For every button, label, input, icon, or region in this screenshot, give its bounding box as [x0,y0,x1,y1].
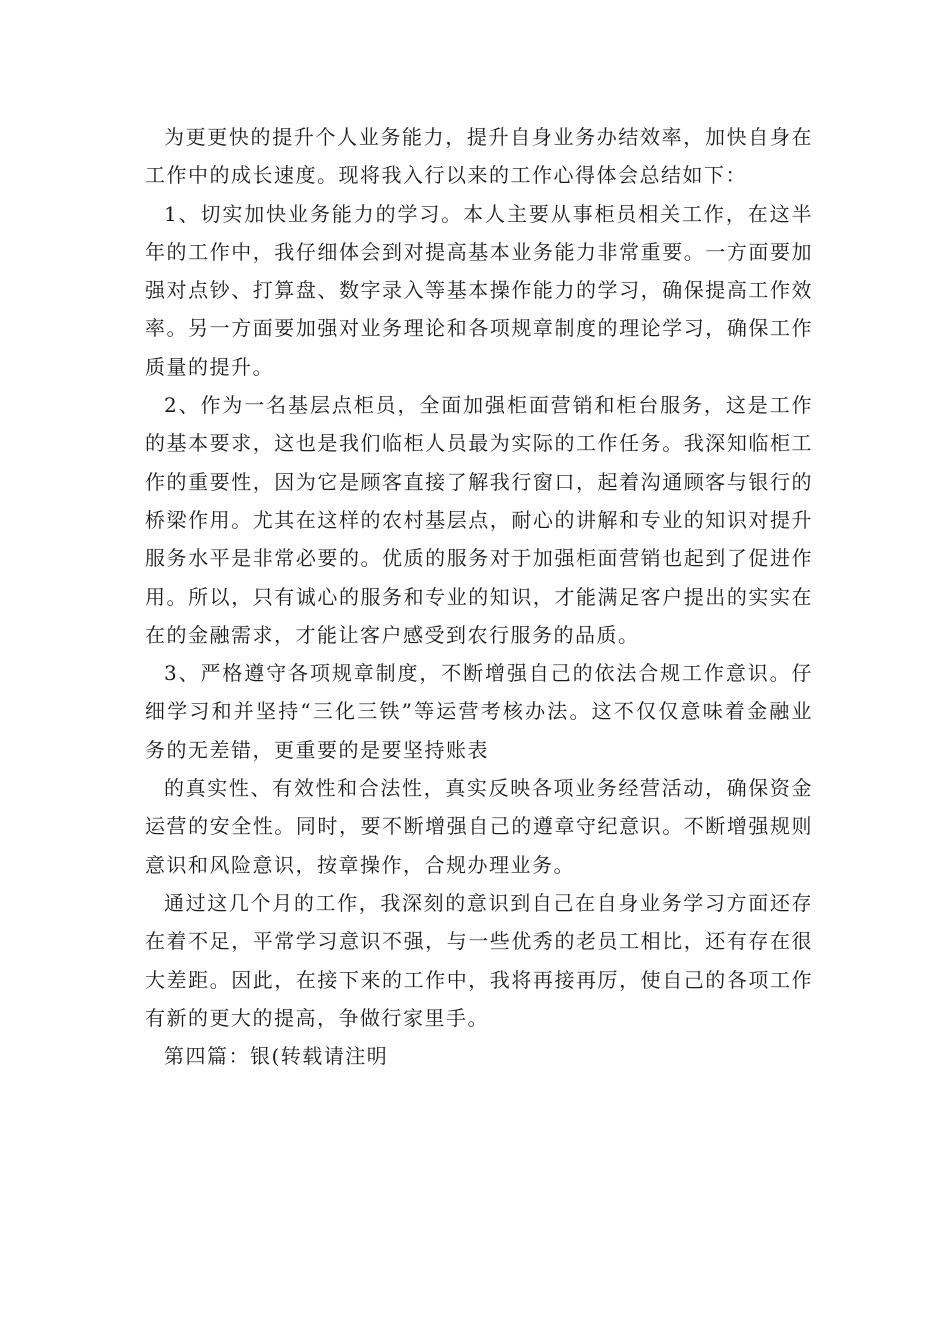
paragraph-point-3: 3、严格遵守各项规章制度，不断增强自己的依法合规工作意识。仔细学习和并坚持“三化三铁”等运营考核办法。这不仅仅意味着金融业务的无差错，更重要的是要坚持账表 [145,661,813,762]
document-body [145,118,813,1075]
paragraph-intro: 为更更快的提升个人业务能力，提升自身业务办结效率，加快自身在工作中的成长速度。现将我入行以来的工作心得体会总结如下： [145,125,813,188]
paragraph-point-2: 2、作为一名基层点柜员，全面加强柜面营销和柜台服务，这是工作的基本要求，这也是我们临柜人员最为实际的工作任务。我深知临柜工作的重要性，因为它是顾客直接了解我行窗口，起着沟通顾客与银行的桥梁作用。尤其在这样的农村基层点，耐心的讲解和专业的知识对提升服务水平是非常必要的。优质的服务对于加强柜面营销也起到了促进作用。所以，只有诚心的服务和专业的知识，才能满足客户提出的实实在在的金融需求，才能让客户感受到农行服务的品质。 [145,393,813,647]
paragraph-conclusion: 通过这几个月的工作，我深刻的意识到自己在自身业务学习方面还存在着不足，平常学习意识不强，与一些优秀的老员工相比，还有存在很大差距。因此，在接下来的工作中，我将再接再厉，使自己的各项工作有新的更大的提高，争做行家里手。 [145,890,813,1030]
paragraph-next-section-title: 第四篇：银(转载请注明 [164,1044,389,1069]
paragraph-point-1: 1、切实加快业务能力的学习。本人主要从事柜员相关工作，在这半年的工作中，我仔细体会到对提高基本业务能力非常重要。一方面要加强对点钞、打算盘、数字录入等基本操作能力的学习，确保提高工作效率。另一方面要加强对业务理论和各项规章制度的理论学习，确保工作质量的提升。 [145,201,813,379]
paragraph-point-3-continued: 的真实性、有效性和合法性，真实反映各项业务经营活动，确保资金运营的安全性。同时，要不断增强自己的遵章守纪意识。不断增强规则意识和风险意识，按章操作，合规办理业务。 [145,776,813,877]
